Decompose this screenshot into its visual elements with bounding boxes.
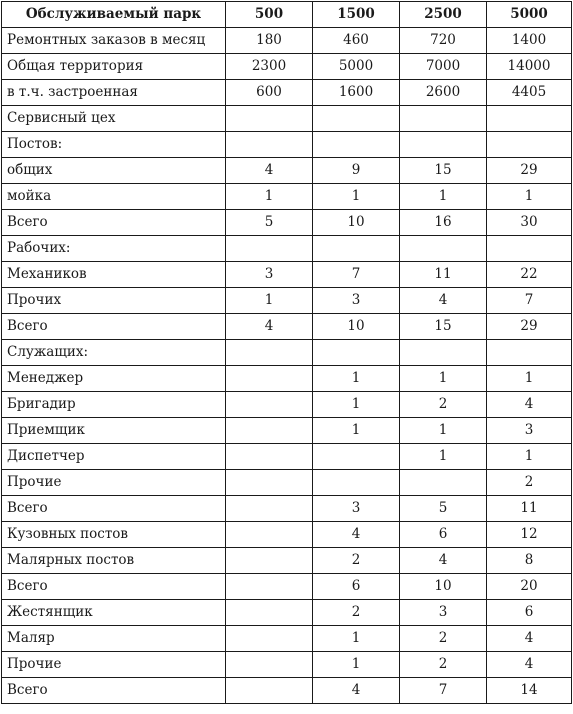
value-cell: 1 bbox=[487, 444, 572, 470]
value-cell: 3 bbox=[226, 262, 313, 288]
row-label-cell: Прочие bbox=[2, 470, 226, 496]
row-label-cell: Служащих: bbox=[2, 340, 226, 366]
value-cell bbox=[226, 236, 313, 262]
value-cell: 4 bbox=[487, 626, 572, 652]
value-cell: 1 bbox=[313, 626, 400, 652]
column-header: Обслуживаемый парк bbox=[2, 2, 226, 28]
value-cell bbox=[226, 418, 313, 444]
value-cell bbox=[400, 340, 487, 366]
value-cell: 1 bbox=[400, 444, 487, 470]
value-cell: 1 bbox=[313, 184, 400, 210]
value-cell bbox=[226, 470, 313, 496]
table-row bbox=[2, 678, 572, 704]
value-cell bbox=[226, 652, 313, 678]
column-header: 2500 bbox=[400, 2, 487, 28]
table-row bbox=[2, 548, 572, 574]
value-cell bbox=[313, 132, 400, 158]
table-row bbox=[2, 314, 572, 340]
column-header: 1500 bbox=[313, 2, 400, 28]
row-label-cell: Прочие bbox=[2, 652, 226, 678]
table-row bbox=[2, 54, 572, 80]
value-cell bbox=[313, 444, 400, 470]
value-cell: 29 bbox=[487, 314, 572, 340]
value-cell: 600 bbox=[226, 80, 313, 106]
value-cell: 1 bbox=[400, 184, 487, 210]
value-cell bbox=[487, 132, 572, 158]
row-label-cell: Всего bbox=[2, 574, 226, 600]
value-cell bbox=[226, 626, 313, 652]
row-label-cell: Общая территория bbox=[2, 54, 226, 80]
value-cell bbox=[226, 106, 313, 132]
value-cell: 4 bbox=[487, 392, 572, 418]
table-row bbox=[2, 574, 572, 600]
row-label-cell: Всего bbox=[2, 210, 226, 236]
value-cell: 4 bbox=[400, 548, 487, 574]
value-cell bbox=[313, 340, 400, 366]
value-cell bbox=[226, 522, 313, 548]
value-cell: 4 bbox=[313, 678, 400, 704]
value-cell: 1 bbox=[226, 288, 313, 314]
value-cell: 2 bbox=[487, 470, 572, 496]
table-row bbox=[2, 444, 572, 470]
value-cell: 10 bbox=[313, 210, 400, 236]
value-cell: 2600 bbox=[400, 80, 487, 106]
table-row bbox=[2, 210, 572, 236]
value-cell: 14000 bbox=[487, 54, 572, 80]
row-label-cell: Диспетчер bbox=[2, 444, 226, 470]
value-cell: 6 bbox=[400, 522, 487, 548]
value-cell bbox=[313, 236, 400, 262]
value-cell bbox=[226, 340, 313, 366]
value-cell: 2 bbox=[313, 600, 400, 626]
value-cell: 5000 bbox=[313, 54, 400, 80]
column-header: 5000 bbox=[487, 2, 572, 28]
value-cell bbox=[487, 340, 572, 366]
table-row bbox=[2, 470, 572, 496]
value-cell: 6 bbox=[313, 574, 400, 600]
value-cell: 7 bbox=[487, 288, 572, 314]
value-cell: 1 bbox=[226, 184, 313, 210]
table-row bbox=[2, 392, 572, 418]
value-cell: 2300 bbox=[226, 54, 313, 80]
value-cell: 1 bbox=[313, 652, 400, 678]
value-cell: 4 bbox=[487, 652, 572, 678]
value-cell: 20 bbox=[487, 574, 572, 600]
value-cell: 7 bbox=[400, 678, 487, 704]
value-cell: 14 bbox=[487, 678, 572, 704]
row-label-cell: Всего bbox=[2, 496, 226, 522]
value-cell: 6 bbox=[487, 600, 572, 626]
row-label-cell: Менеджер bbox=[2, 366, 226, 392]
row-label-cell: Всего bbox=[2, 678, 226, 704]
value-cell: 3 bbox=[313, 288, 400, 314]
value-cell: 2 bbox=[400, 652, 487, 678]
value-cell bbox=[226, 574, 313, 600]
row-label-cell: Всего bbox=[2, 314, 226, 340]
table-row bbox=[2, 288, 572, 314]
value-cell: 15 bbox=[400, 314, 487, 340]
value-cell: 1 bbox=[400, 366, 487, 392]
value-cell bbox=[226, 678, 313, 704]
column-header: 500 bbox=[226, 2, 313, 28]
row-label-cell: Бригадир bbox=[2, 392, 226, 418]
value-cell: 460 bbox=[313, 28, 400, 54]
value-cell: 11 bbox=[400, 262, 487, 288]
value-cell: 2 bbox=[313, 548, 400, 574]
value-cell: 22 bbox=[487, 262, 572, 288]
row-label-cell: в т.ч. застроенная bbox=[2, 80, 226, 106]
row-label-cell: Механиков bbox=[2, 262, 226, 288]
value-cell: 4 bbox=[313, 522, 400, 548]
value-cell: 12 bbox=[487, 522, 572, 548]
table-row bbox=[2, 184, 572, 210]
value-cell: 10 bbox=[400, 574, 487, 600]
value-cell bbox=[226, 366, 313, 392]
value-cell bbox=[226, 444, 313, 470]
table-row bbox=[2, 236, 572, 262]
value-cell bbox=[400, 236, 487, 262]
value-cell: 1 bbox=[313, 418, 400, 444]
value-cell: 1 bbox=[487, 184, 572, 210]
value-cell: 15 bbox=[400, 158, 487, 184]
table-row bbox=[2, 132, 572, 158]
value-cell bbox=[400, 132, 487, 158]
value-cell bbox=[226, 132, 313, 158]
value-cell bbox=[487, 236, 572, 262]
value-cell: 4 bbox=[226, 314, 313, 340]
table-row bbox=[2, 418, 572, 444]
table-row bbox=[2, 340, 572, 366]
row-label-cell: Малярных постов bbox=[2, 548, 226, 574]
value-cell bbox=[226, 600, 313, 626]
table-row bbox=[2, 626, 572, 652]
row-label-cell: Прочих bbox=[2, 288, 226, 314]
value-cell: 3 bbox=[400, 600, 487, 626]
value-cell bbox=[400, 106, 487, 132]
service-park-table bbox=[1, 1, 572, 704]
value-cell: 4 bbox=[400, 288, 487, 314]
value-cell: 3 bbox=[313, 496, 400, 522]
value-cell bbox=[400, 470, 487, 496]
row-label-cell: общих bbox=[2, 158, 226, 184]
table-row bbox=[2, 106, 572, 132]
value-cell: 5 bbox=[226, 210, 313, 236]
value-cell: 4405 bbox=[487, 80, 572, 106]
value-cell: 1400 bbox=[487, 28, 572, 54]
value-cell: 180 bbox=[226, 28, 313, 54]
table-row bbox=[2, 496, 572, 522]
value-cell: 11 bbox=[487, 496, 572, 522]
value-cell: 7 bbox=[313, 262, 400, 288]
value-cell: 29 bbox=[487, 158, 572, 184]
table-row bbox=[2, 366, 572, 392]
value-cell: 1600 bbox=[313, 80, 400, 106]
table-row bbox=[2, 600, 572, 626]
value-cell bbox=[313, 470, 400, 496]
row-label-cell: Кузовных постов bbox=[2, 522, 226, 548]
value-cell bbox=[313, 106, 400, 132]
header-row bbox=[2, 2, 572, 28]
table-row bbox=[2, 652, 572, 678]
value-cell: 10 bbox=[313, 314, 400, 340]
row-label-cell: Постов: bbox=[2, 132, 226, 158]
value-cell: 30 bbox=[487, 210, 572, 236]
value-cell: 7000 bbox=[400, 54, 487, 80]
table-row bbox=[2, 522, 572, 548]
value-cell bbox=[226, 548, 313, 574]
table-row bbox=[2, 262, 572, 288]
value-cell: 1 bbox=[400, 418, 487, 444]
value-cell bbox=[487, 106, 572, 132]
value-cell: 2 bbox=[400, 626, 487, 652]
row-label-cell: Приемщик bbox=[2, 418, 226, 444]
value-cell bbox=[226, 392, 313, 418]
value-cell: 1 bbox=[487, 366, 572, 392]
row-label-cell: Жестянщик bbox=[2, 600, 226, 626]
table-row bbox=[2, 28, 572, 54]
value-cell bbox=[226, 496, 313, 522]
row-label-cell: мойка bbox=[2, 184, 226, 210]
value-cell: 2 bbox=[400, 392, 487, 418]
row-label-cell: Сервисный цех bbox=[2, 106, 226, 132]
value-cell: 16 bbox=[400, 210, 487, 236]
row-label-cell: Рабочих: bbox=[2, 236, 226, 262]
value-cell: 1 bbox=[313, 366, 400, 392]
value-cell: 9 bbox=[313, 158, 400, 184]
table-row bbox=[2, 158, 572, 184]
value-cell: 8 bbox=[487, 548, 572, 574]
value-cell: 4 bbox=[226, 158, 313, 184]
value-cell: 5 bbox=[400, 496, 487, 522]
row-label-cell: Ремонтных заказов в месяц bbox=[2, 28, 226, 54]
table-row bbox=[2, 80, 572, 106]
value-cell: 3 bbox=[487, 418, 572, 444]
row-label-cell: Маляр bbox=[2, 626, 226, 652]
value-cell: 720 bbox=[400, 28, 487, 54]
value-cell: 1 bbox=[313, 392, 400, 418]
